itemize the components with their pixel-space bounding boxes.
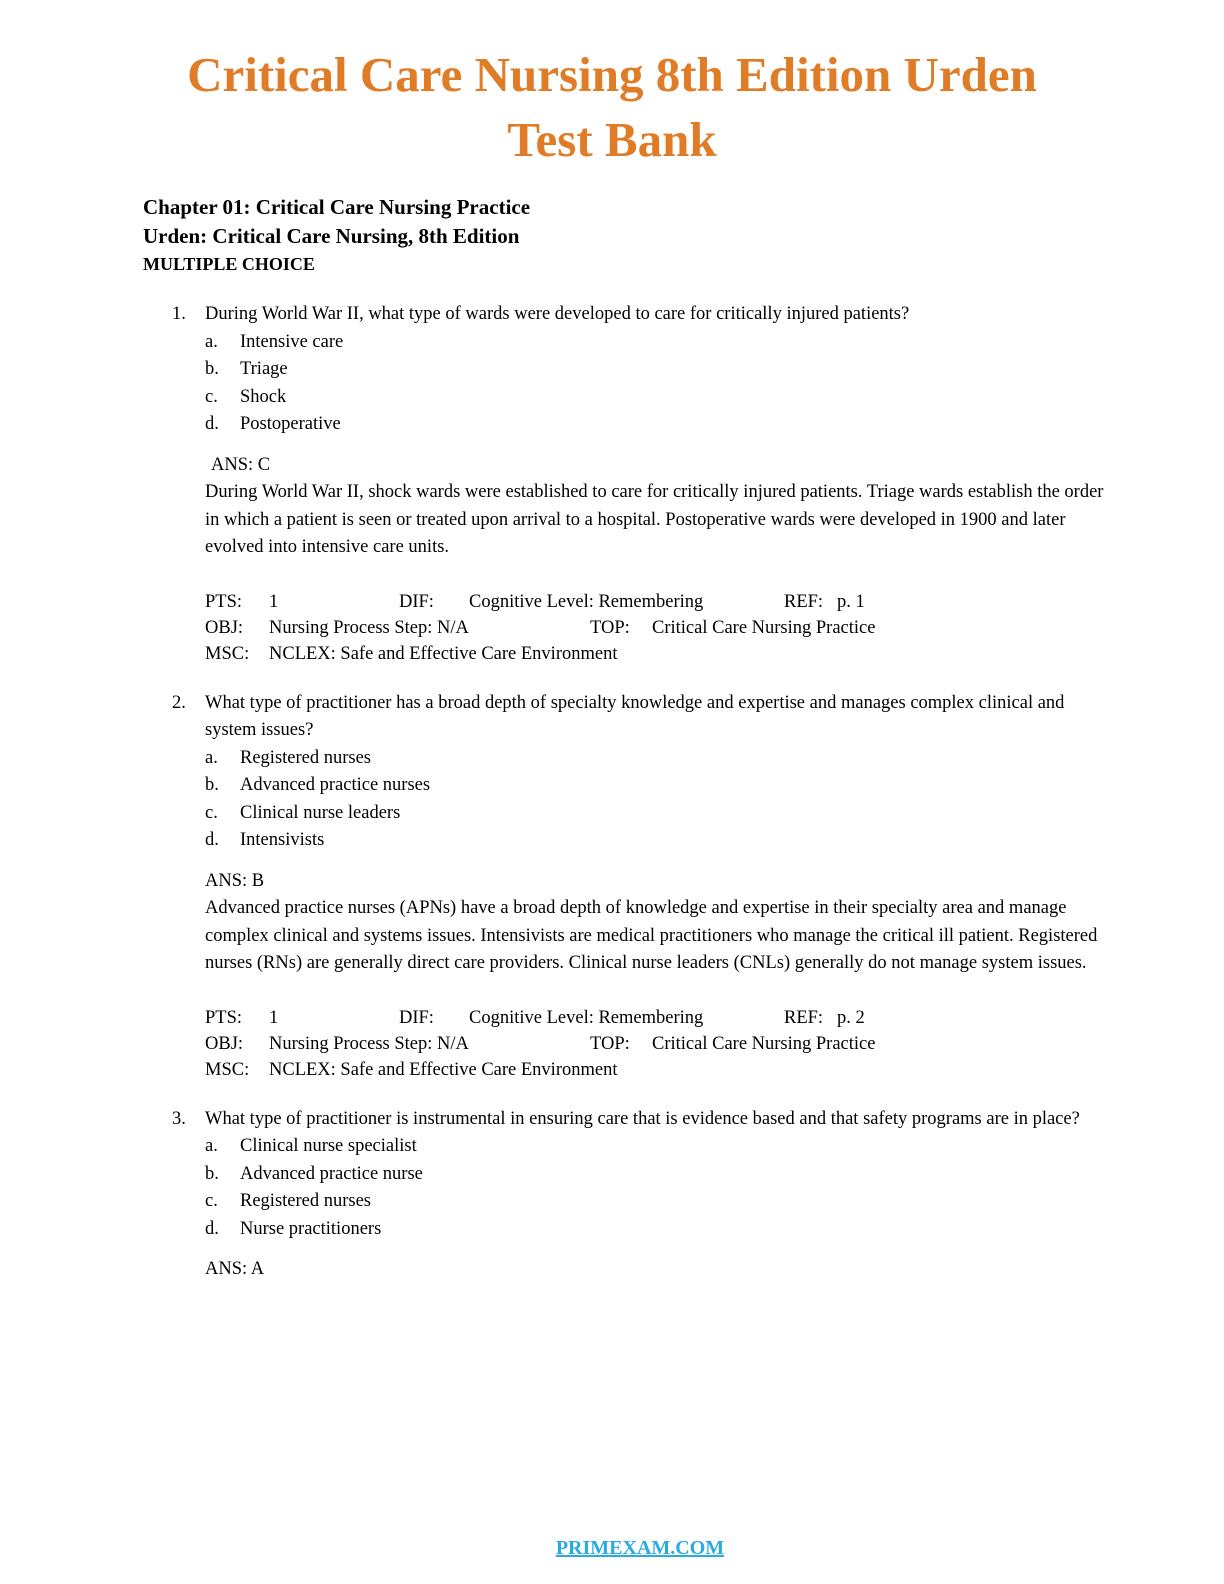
msc-label: MSC: [205, 1059, 250, 1080]
msc-value: NCLEX: Safe and Effective Care Environment [269, 643, 618, 664]
answer-value: A [250, 1259, 265, 1279]
page-title-line1: Critical Care Nursing 8th Edition Urden [187, 47, 1037, 102]
option-letter: b. [205, 775, 219, 795]
question-text: What type of practitioner is instrumental in ensuring care that is evidence based and that safety programs are in place? [205, 1108, 1080, 1129]
chapter-header [143, 193, 1224, 278]
page-title [55, 42, 1169, 172]
top-value: Critical Care Nursing Practice [652, 617, 876, 638]
pts-value: 1 [269, 1007, 279, 1028]
option-c [205, 384, 1117, 412]
meta-row-pts [205, 589, 1117, 615]
option-c [205, 1188, 1117, 1216]
option-d [205, 1216, 1117, 1244]
option-letter: b. [205, 1163, 219, 1184]
option-text: Intensivists [240, 830, 325, 850]
option-text: Clinical nurse specialist [240, 1136, 417, 1156]
chapter-heading: Chapter 01: Critical Care Nursing Practice [143, 195, 531, 219]
page-title-line2: Test Bank [507, 112, 717, 167]
question-text: What type of practitioner has a broad depth of specialty knowledge and expertise and manages complex clinical and system issues? [205, 692, 1065, 740]
answer-label: ANS: [205, 870, 248, 891]
option-c [205, 800, 1117, 828]
option-a [205, 1133, 1117, 1161]
option-b [205, 1161, 1117, 1189]
ref-value: p. 2 [837, 1007, 865, 1028]
option-letter: c. [205, 1191, 218, 1211]
answer-label: ANS: [205, 1259, 248, 1279]
msc-label: MSC: [205, 643, 250, 664]
dif-label: DIF: [399, 1007, 434, 1028]
question-item-2 [172, 690, 1117, 1083]
option-letter: d. [205, 830, 219, 850]
meta-row-obj [205, 615, 1117, 641]
option-text: Intensive care [240, 331, 344, 352]
option-text: Advanced practice nurses [240, 775, 431, 795]
dif-value: Cognitive Level: Remembering [469, 1007, 704, 1028]
section-heading: MULTIPLE CHOICE [143, 254, 315, 274]
answer-feedback: Advanced practice nurses (APNs) have a broad depth of knowledge and expertise in their specialty area and manage complex clinical and systems issues. Intensivists are medical practitioners who manage the critical ill patient. Registered nurses (RNs) are generally direct care providers. Clinical nurse leaders (CNLs) generally do not manage system issues. [205, 898, 1098, 973]
question-list [172, 301, 1117, 1284]
obj-value: Nursing Process Step: N/A [269, 1033, 469, 1054]
pts-label: PTS: [205, 1007, 243, 1028]
question-meta [205, 589, 1117, 667]
option-text: Postoperative [240, 414, 341, 434]
option-letter: d. [205, 414, 219, 434]
question-body [205, 1106, 1117, 1284]
option-letter: d. [205, 1218, 219, 1239]
obj-label: OBJ: [205, 1033, 244, 1054]
top-label: TOP: [590, 1033, 630, 1054]
meta-row-msc [205, 641, 1117, 667]
option-text: Clinical nurse leaders [240, 802, 401, 823]
option-b [205, 772, 1117, 800]
question-text: During World War II, what type of wards were developed to care for critically injured patients? [205, 304, 910, 324]
ref-label: REF: [784, 591, 824, 612]
option-text: Advanced practice nurse [240, 1163, 423, 1184]
book-heading: Urden: Critical Care Nursing, 8th Edition [143, 224, 520, 248]
answer-label: ANS: [211, 454, 254, 475]
option-letter: c. [205, 802, 218, 823]
ref-label: REF: [784, 1007, 824, 1028]
question-item-3 [172, 1106, 1117, 1284]
option-d [205, 827, 1117, 855]
question-number: 1. [172, 304, 186, 324]
option-b [205, 356, 1117, 384]
top-value: Critical Care Nursing Practice [652, 1033, 876, 1054]
pts-value: 1 [269, 591, 279, 612]
option-letter: b. [205, 359, 219, 379]
meta-row-obj [205, 1031, 1117, 1057]
option-a [205, 745, 1117, 773]
meta-row-pts [205, 1005, 1117, 1031]
pts-label: PTS: [205, 591, 243, 612]
dif-label: DIF: [399, 591, 434, 612]
option-letter: a. [205, 1136, 218, 1156]
option-text: Registered nurses [240, 747, 372, 768]
question-number: 2. [172, 692, 186, 713]
question-body [205, 301, 1117, 667]
option-d [205, 411, 1117, 439]
option-text: Shock [240, 386, 287, 407]
answer-line [205, 1256, 1117, 1284]
question-body [205, 690, 1117, 1083]
answer-line [205, 452, 1117, 480]
answer-line [205, 868, 1117, 896]
option-a [205, 329, 1117, 357]
obj-value: Nursing Process Step: N/A [269, 617, 469, 638]
dif-value: Cognitive Level: Remembering [469, 591, 704, 612]
option-text: Nurse practitioners [240, 1218, 382, 1239]
footer-link[interactable]: PRIMEXAM.COM [555, 1537, 725, 1559]
ref-value: p. 1 [837, 591, 865, 612]
option-text: Triage [240, 359, 288, 379]
msc-value: NCLEX: Safe and Effective Care Environment [269, 1059, 618, 1080]
top-label: TOP: [590, 617, 630, 638]
meta-row-msc [205, 1057, 1117, 1083]
answer-feedback: During World War II, shock wards were established to care for critically injured patients. Triage wards establish the order in which a patient is seen or treated upon arrival to a hospital. Postoperative wards were developed in 1900 and later evolved into intensive care units. [205, 482, 1104, 557]
option-letter: c. [205, 386, 218, 407]
obj-label: OBJ: [205, 617, 244, 638]
answer-value: C [257, 454, 271, 475]
answer-value: B [251, 870, 265, 891]
option-letter: a. [205, 747, 218, 768]
option-text: Registered nurses [240, 1191, 372, 1211]
question-number: 3. [172, 1108, 186, 1129]
question-meta [205, 1005, 1117, 1083]
option-letter: a. [205, 331, 218, 352]
question-item-1 [172, 301, 1117, 667]
page-footer [0, 1537, 1224, 1560]
